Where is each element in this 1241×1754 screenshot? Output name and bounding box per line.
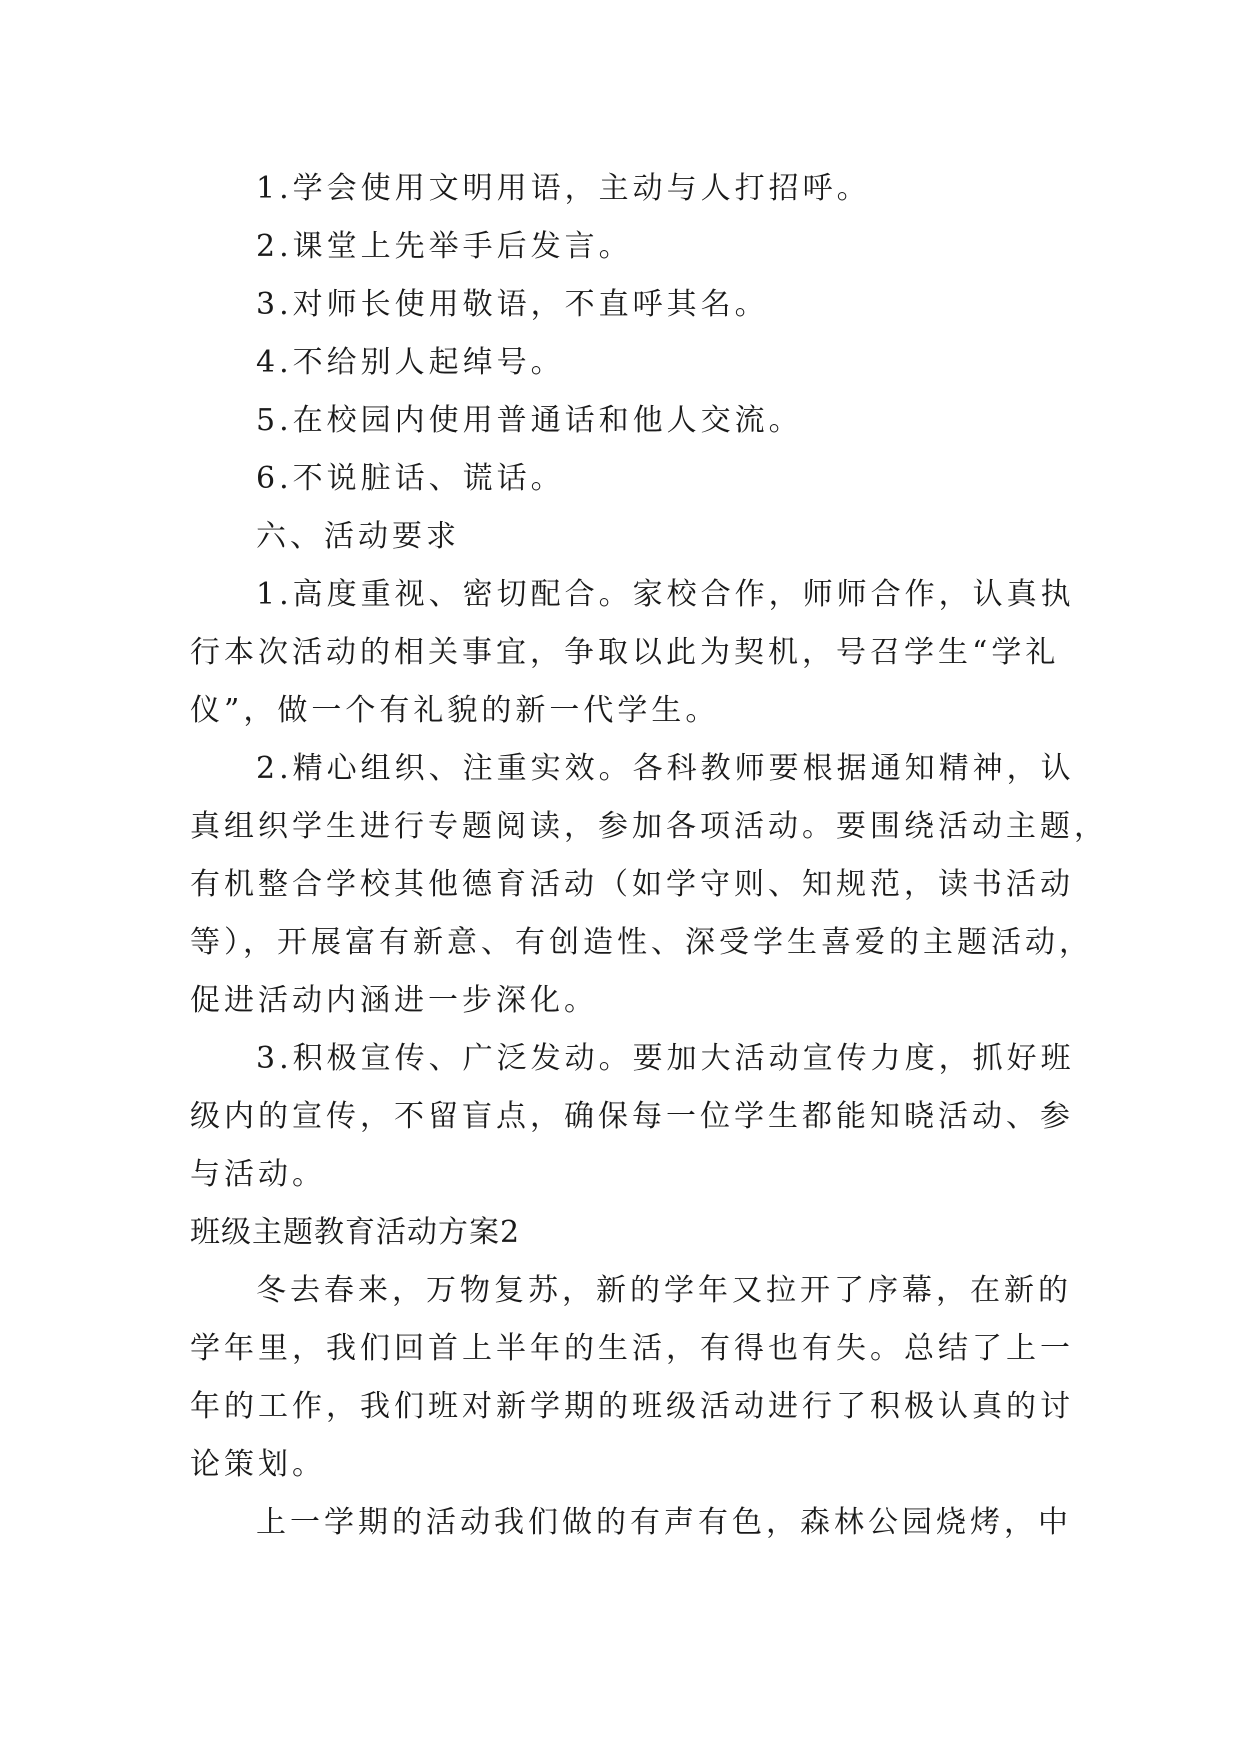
- list-item: 1.学会使用文明用语，主动与人打招呼。: [256, 171, 871, 206]
- list-item: 5.在校园内使用普通话和他人交流。: [256, 403, 803, 438]
- requirement-3-line: 与活动。: [190, 1157, 326, 1192]
- intro-paragraph-line: 学年里，我们回首上半年的生活，有得也有失。总结了上一: [190, 1331, 1074, 1366]
- list-item: 6.不说脏话、谎话。: [256, 461, 565, 496]
- document-title: 班级主题教育活动方案2: [190, 1215, 521, 1250]
- list-item: 2.课堂上先举手后发言。: [256, 229, 633, 264]
- list-item: 3.对师长使用敬语，不直呼其名。: [256, 287, 769, 322]
- list-item: 4.不给别人起绰号。: [256, 345, 565, 380]
- intro-paragraph-line: 论策划。: [190, 1447, 326, 1482]
- requirement-2-line: 有机整合学校其他德育活动（如学守则、知规范，读书活动: [190, 867, 1074, 902]
- section-heading: 六、活动要求: [256, 519, 460, 554]
- requirement-3-line: 级内的宣传，不留盲点，确保每一位学生都能知晓活动、参: [190, 1099, 1074, 1134]
- requirement-1-line: 仪”，做一个有礼貌的新一代学生。: [190, 693, 720, 728]
- requirement-2-line: 2.精心组织、注重实效。各科教师要根据通知精神，认: [256, 751, 1075, 786]
- intro-paragraph-line: 年的工作，我们班对新学期的班级活动进行了积极认真的讨: [190, 1389, 1074, 1424]
- requirement-3-line: 3.积极宣传、广泛发动。要加大活动宣传力度，抓好班: [256, 1041, 1075, 1076]
- requirement-1-line: 1.高度重视、密切配合。家校合作，师师合作，认真执: [256, 577, 1075, 612]
- second-paragraph-line: 上一学期的活动我们做的有声有色，森林公园烧烤，中: [256, 1505, 1072, 1540]
- requirement-2-line: 真组织学生进行专题阅读，参加各项活动。要围绕活动主题，: [190, 809, 1108, 844]
- requirement-2-line: 促进活动内涵进一步深化。: [190, 983, 598, 1018]
- intro-paragraph-line: 冬去春来，万物复苏，新的学年又拉开了序幕，在新的: [256, 1273, 1072, 1308]
- requirement-2-line: 等），开展富有新意、有创造性、深受学生喜爱的主题活动，: [190, 925, 1093, 960]
- requirement-1-line: 行本次活动的相关事宜，争取以此为契机，号召学生“学礼: [190, 635, 1060, 670]
- document-body: [190, 160, 1108, 1552]
